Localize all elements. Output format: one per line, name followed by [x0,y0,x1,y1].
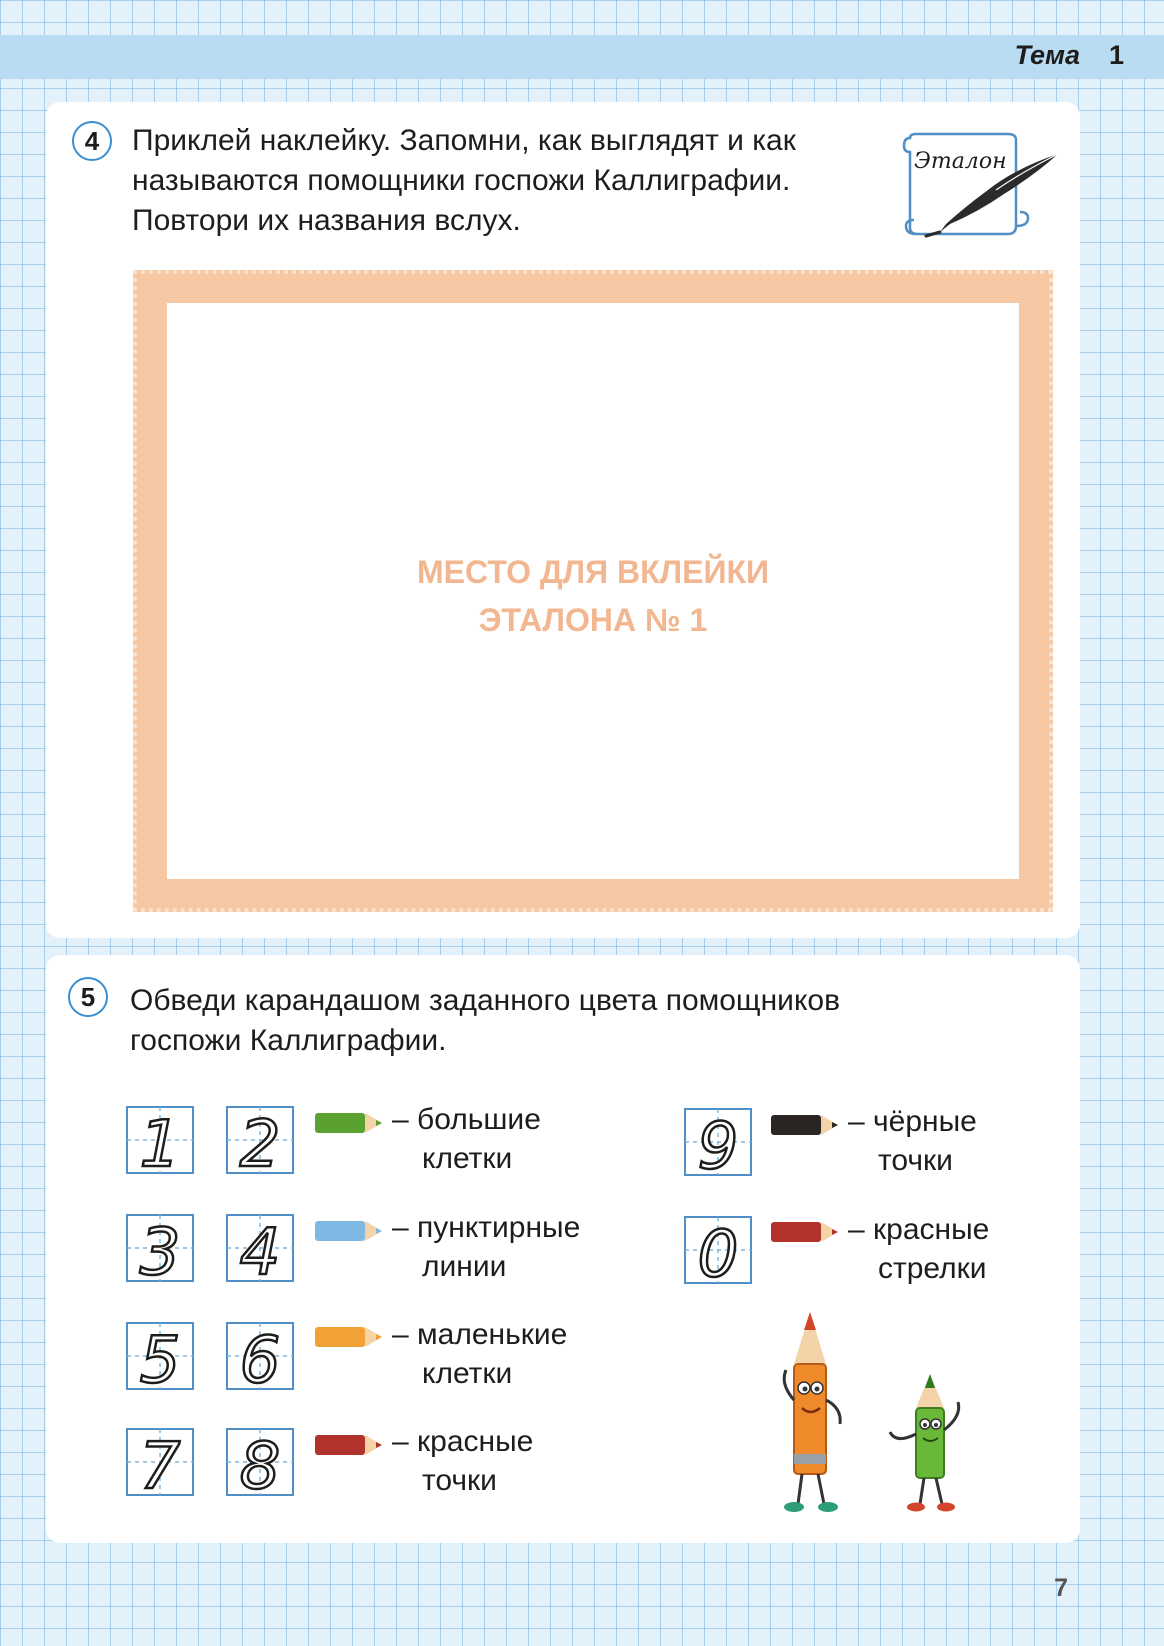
task-4-line-3: Повтори их названия вслух. [132,204,521,237]
topic-number: 1 [1108,40,1124,70]
legend-black-dots [848,1102,977,1180]
task-5-line-2: госпожи Каллиграфии. [130,1024,447,1057]
sticker-placeholder-text [167,548,1019,644]
task-4-text [132,121,892,241]
legend-red-arrows [848,1210,989,1288]
task-4-line-1: Приклей наклейку. Запомни, как выглядят и как [132,124,796,157]
etalon-scroll-icon [896,128,1064,240]
legend-5-line-1: – чёрные [848,1105,977,1138]
pencil-green-icon [314,1108,384,1138]
digit-cell-4 [226,1214,294,1282]
digit-cell-8 [226,1428,294,1496]
digit-0: 0 [697,1218,739,1284]
digit-cell-3 [126,1214,194,1282]
pencil-blue-icon [314,1216,384,1246]
digit-7: 7 [139,1430,181,1496]
header-band [0,35,1164,79]
legend-1-line-1: – большие [392,1103,541,1136]
task-4-line-2: называются помощники госпожи Каллиграфии. [132,164,791,197]
digit-3: 3 [139,1216,181,1282]
legend-3-line-2: клетки [422,1357,513,1390]
digit-4: 4 [239,1216,281,1282]
legend-2-line-2: линии [422,1250,507,1283]
digit-cell-6 [226,1322,294,1390]
legend-dashed-lines [392,1208,580,1286]
task-5-number: 5 [68,977,108,1017]
legend-small-cells [392,1315,567,1393]
digit-cell-1 [126,1106,194,1174]
legend-4-line-1: – красные [392,1425,534,1458]
digit-2: 2 [239,1108,281,1174]
pencil-red-icon-2 [770,1217,840,1247]
digit-5: 5 [139,1324,181,1390]
digit-cell-5 [126,1322,194,1390]
pencil-mascots-icon [780,1304,1004,1522]
legend-6-line-2: стрелки [878,1252,987,1285]
page-number: 7 [1054,1574,1068,1602]
digit-8: 8 [239,1430,281,1496]
digit-cell-9 [684,1108,752,1176]
digit-cell-7 [126,1428,194,1496]
pencil-orange-icon [314,1322,384,1352]
legend-5-line-2: точки [878,1144,953,1177]
etalon-icon-label: Эталон [914,149,1007,174]
digit-cell-2 [226,1106,294,1174]
pencil-black-icon [770,1110,840,1140]
digit-cell-0 [684,1216,752,1284]
digit-1: 1 [139,1108,181,1174]
digit-6: 6 [239,1324,281,1390]
legend-2-line-1: – пунктирные [392,1211,581,1244]
legend-1-line-2: клетки [422,1142,513,1175]
legend-3-line-1: – маленькие [392,1318,568,1351]
legend-4-line-2: точки [422,1464,497,1497]
task-5-line-1: Обведи карандашом заданного цвета помощников [130,984,841,1017]
pencil-red-icon [314,1430,384,1460]
legend-red-dots [392,1422,533,1500]
topic-label: Тема [1014,40,1080,70]
sticker-line-1: МЕСТО ДЛЯ ВКЛЕЙКИ [417,554,769,590]
legend-big-cells [392,1100,541,1178]
digit-9: 9 [697,1110,739,1176]
legend-6-line-1: – красные [848,1213,990,1246]
task-4-number: 4 [72,121,112,161]
sticker-line-2: ЭТАЛОНА № 1 [478,602,708,638]
task-5-text [130,981,1056,1061]
